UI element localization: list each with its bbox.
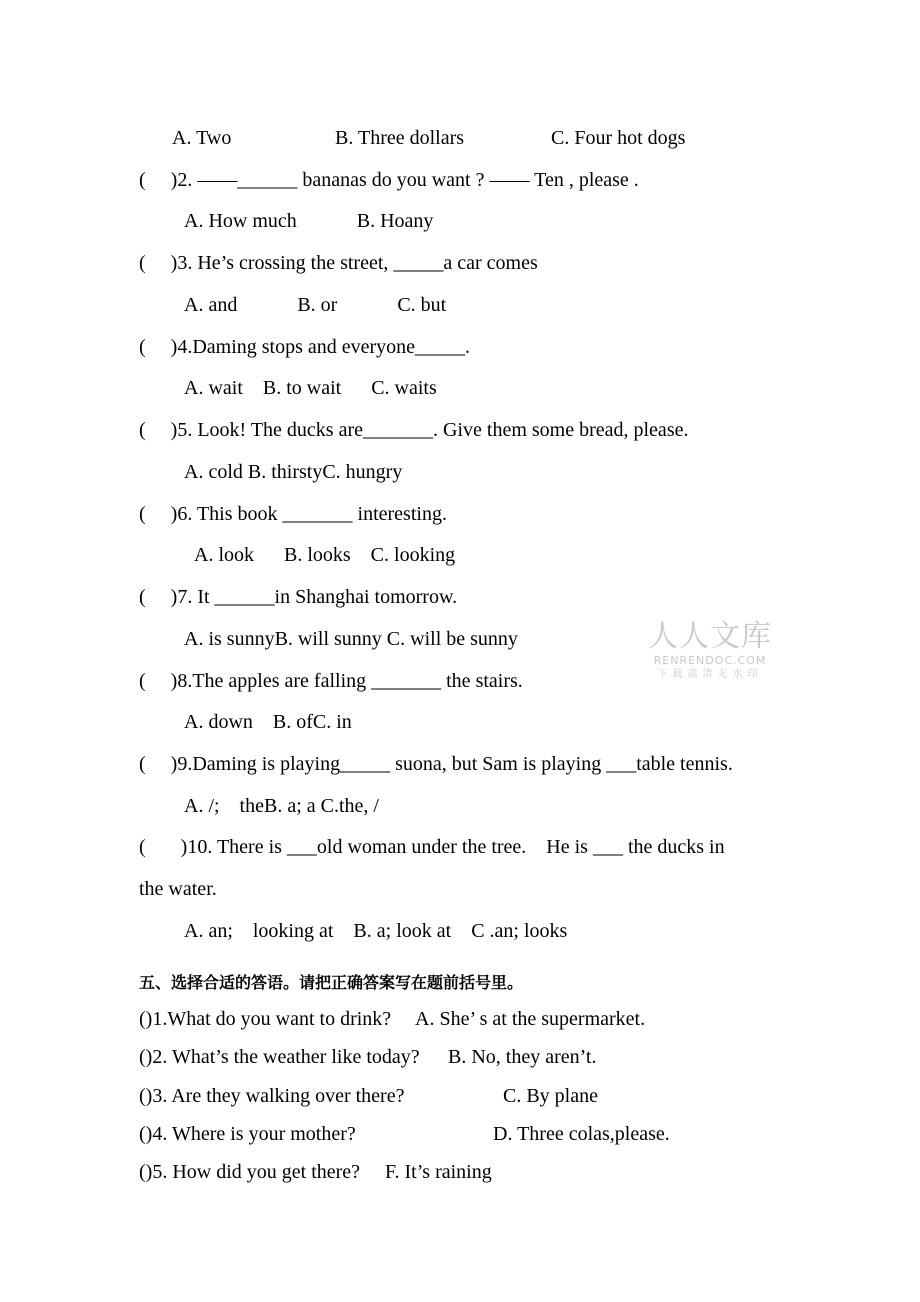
s5-a2: B. No, they aren’t. bbox=[448, 1046, 597, 1068]
q10-stem-continued: the water. bbox=[139, 878, 217, 900]
q4-options: A. wait B. to wait C. waits bbox=[184, 377, 437, 399]
watermark-url: RENRENDOC.COM bbox=[653, 654, 767, 667]
s5-q2: ()2. What’s the weather like today? bbox=[139, 1046, 420, 1068]
watermark-title: 人人文库 bbox=[648, 619, 772, 654]
q6-options: A. look B. looks C. looking bbox=[194, 544, 456, 566]
q4-stem: ( )4.Daming stops and everyone_____. bbox=[139, 336, 471, 358]
watermark-subtitle: 下载高清无水印 bbox=[657, 669, 763, 680]
s5-a3: C. By plane bbox=[503, 1085, 598, 1107]
q3-options: A. and B. or C. but bbox=[184, 294, 447, 316]
q1-option-a: A. Two bbox=[172, 127, 232, 149]
s5-q4: ()4. Where is your mother? bbox=[139, 1123, 356, 1145]
q9-options: A. /; theB. a; a C.the, / bbox=[184, 795, 379, 817]
s5-q5: ()5. How did you get there? bbox=[139, 1161, 361, 1183]
q7-options: A. is sunnyB. will sunny C. will be sunny bbox=[184, 628, 518, 650]
q1-option-b: B. Three dollars bbox=[335, 127, 465, 149]
s5-q1: ()1.What do you want to drink? bbox=[139, 1008, 392, 1030]
q10-options: A. an; looking at B. a; look at C .an; looks bbox=[184, 920, 568, 942]
s5-q3: ()3. Are they walking over there? bbox=[139, 1085, 405, 1107]
q3-stem: ( )3. He’s crossing the street, _____a car comes bbox=[139, 252, 538, 274]
q1-option-c: C. Four hot dogs bbox=[551, 127, 686, 149]
q6-stem: ( )6. This book _______ interesting. bbox=[139, 503, 447, 525]
q5-options: A. cold B. thirstyC. hungry bbox=[184, 461, 403, 483]
q2-stem: ( )2. ——______ bananas do you want ? —— Ten , please . bbox=[139, 169, 639, 191]
s5-a4: D. Three colas,please. bbox=[493, 1123, 670, 1145]
q9-stem: ( )9.Daming is playing_____ suona, but Sam is playing ___table tennis. bbox=[139, 753, 733, 775]
section5-heading: 五、选择合适的答语。请把正确答案写在题前括号里。 bbox=[139, 973, 524, 992]
q10-stem: ( )10. There is ___old woman under the tree. He is ___ the ducks in bbox=[139, 836, 725, 858]
q8-options: A. down B. ofC. in bbox=[184, 711, 352, 733]
q7-stem: ( )7. It ______in Shanghai tomorrow. bbox=[139, 586, 458, 608]
q5-stem: ( )5. Look! The ducks are_______. Give them some bread, please. bbox=[139, 419, 689, 441]
q8-stem: ( )8.The apples are falling _______ the stairs. bbox=[139, 670, 523, 692]
q2-options: A. How much B. Hoany bbox=[184, 210, 434, 232]
s5-a5: F. It’s raining bbox=[385, 1161, 492, 1183]
watermark bbox=[645, 620, 775, 682]
s5-a1: A. She’ s at the supermarket. bbox=[415, 1008, 646, 1030]
